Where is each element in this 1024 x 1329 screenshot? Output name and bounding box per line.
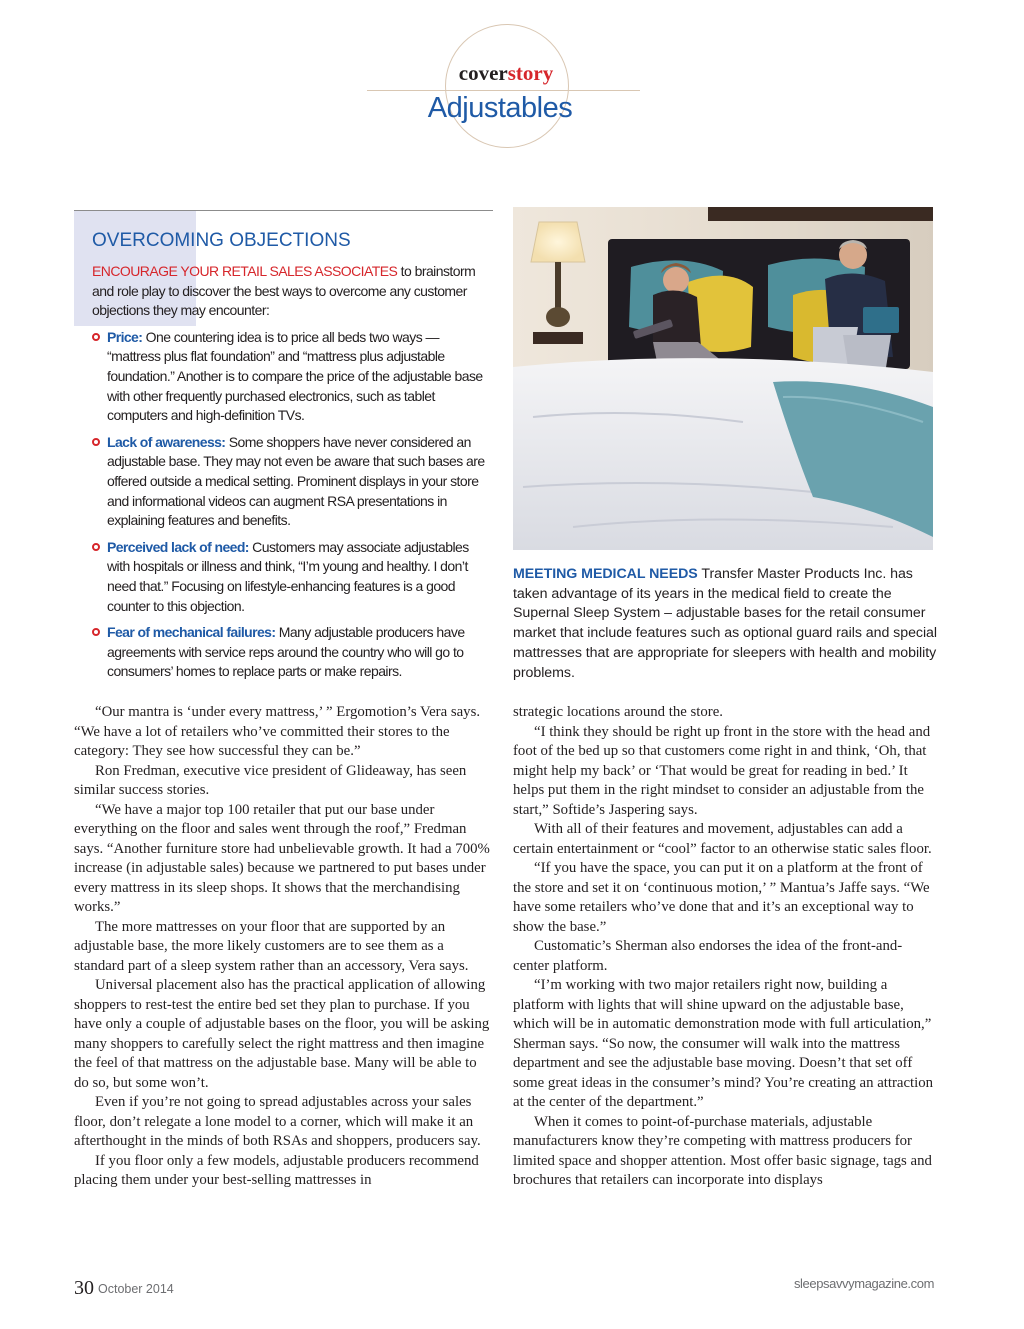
article-paragraph: Customatic’s Sherman also endorses the idea of the front-and-center platform. <box>513 938 903 974</box>
article-paragraph: “We have a major top 100 retailer that put our base under everything on the floor and sales went through the roof,” Fredman says. “Another furniture store had unbelievable growth. It had a 700% increase (in adjustable sales) because we partnered to put bases under every mattress in its sleep shops. It shows that the merchandising works.” <box>74 801 490 915</box>
photo-caption <box>513 565 938 683</box>
bullet-label: Lack of awareness: <box>107 433 226 450</box>
bullet-text: Customers may associate adjustables with hospitals or illness and think, “I’m young and healthy. I don’t need that.” Focusing on lifestyle-enhancing features is a good counter to this objection. <box>107 538 469 614</box>
article-paragraph: “If you have the space, you can put it on a platform at the front of the store and set it on ‘continuous motion,’ ” Mantua’s Jaffe says. “We have some retailers who’ve done that and it’s an exceptional way to show the base.” <box>513 860 930 935</box>
sidebar-intro-lead: ENCOURAGE YOUR RETAIL SALES ASSOCIATES <box>92 263 398 279</box>
section-label <box>0 60 1012 86</box>
bullet-text: One countering idea is to price all beds two ways — “mattress plus flat foundation” and “mattress plus adjustable foundation.” Another is to compare the price of the adjustable base with other frequently purchased electronics, such as tablet computers and high-definition TVs. <box>107 328 483 424</box>
page-header <box>0 0 1024 160</box>
caption-text: Transfer Master Products Inc. has taken advantage of its years in the medical field to create the Supernal Sleep System – adjustable bases for the retail consumer market that include features such as optional guard rails and special mattresses that are appropriate for sleepers with health and mobility problems. <box>513 566 937 681</box>
article-paragraph: “I think they should be right up front in the store with the head and foot of the bed up so that customers come right in and think, ‘Oh, that might help my back’ or ‘That would be great for reading in bed.’ It helps put them in the right mindset to consider an adjustable from the start,” Softide’s Jaspering says. <box>513 723 931 818</box>
circle-bullet-icon <box>92 628 100 636</box>
circle-bullet-icon <box>92 333 100 341</box>
page-number: 30 <box>74 1277 94 1299</box>
bullet-text: Many adjustable producers have agreements with service reps around the country who will go to consumers’ homes to replace parts or make repairs. <box>107 624 465 680</box>
sidebar-box <box>74 210 494 680</box>
section-label-word2: story <box>507 61 554 85</box>
article-paragraph: Universal placement also has the practical application of allowing shoppers to rest-test the entire bed set they plan to purchase. If you have only a couple of adjustable bases on the floor, you will be asking many shoppers to carefully select the right mattress and then imagine the feel of that mattress on the adjustable base. Many will be able to do so, but some won’t. <box>74 977 490 1091</box>
article-paragraph: When it comes to point-of-purchase materials, adjustable manufacturers know they’re competing with mattress producers for limited space and shopper attention. Most offer basic signage, tags and brochures that retailers can incorporate into displays <box>513 1113 932 1188</box>
sidebar-intro-text: to brainstorm and role play to discover the best ways to overcome any customer objections they may encounter: <box>92 263 476 319</box>
caption-lead: MEETING MEDICAL NEEDS <box>513 566 698 582</box>
sidebar-title: OVERCOMING OBJECTIONS <box>92 230 351 251</box>
issue-date: October 2014 <box>98 1282 174 1296</box>
article-paragraph: Even if you’re not going to spread adjustables across your sales floor, don’t relegate a lone model to a corner, which will make it an afterthought in the minds of both RSAs and shoppers, producers say. <box>74 1094 481 1149</box>
bedroom-photo <box>513 207 933 550</box>
circle-bullet-icon <box>92 438 100 446</box>
article-paragraph: “Our mantra is ‘under every mattress,’ ” Ergomotion’s Vera says. “We have a lot of retailers who’ve committed their stores to the category: They see how successful they can be.” <box>74 704 481 759</box>
sidebar-bullet-price <box>92 328 494 426</box>
article-paragraph: The more mattresses on your floor that are supported by an adjustable base, the more likely customers are to see them as a standard part of a sleep system rather than an accessory, Vera says. <box>74 918 469 974</box>
sidebar-content <box>92 230 494 682</box>
website-link[interactable]: sleepsavvymagazine.com <box>793 1276 934 1291</box>
sidebar-intro <box>92 262 494 321</box>
bullet-label: Price: <box>107 328 143 345</box>
bullet-text: Some shoppers have never considered an adjustable base. They may not even be aware that such bases are offered outside a medical setting. Prominent displays in your store and informational videos can augment RSA presentations in explaining features and benefits. <box>107 433 485 529</box>
section-title: Adjustables <box>427 92 573 124</box>
article-paragraph: “I’m working with two major retailers right now, building a platform with lights that will shine upward on the adjustable base, which will be in automatic demonstration mode with full articulation,” Sherman says. “So now, the consumer will walk into the mattress department and see the adjustable base moving. Doesn’t that set off some great ideas in the consumer’s mind? You’re creating an attraction at the center of the department.” <box>513 977 934 1110</box>
circle-bullet-icon <box>92 543 100 551</box>
article-paragraph: Ron Fredman, executive vice president of Glideaway, has seen similar success stories. <box>74 762 467 798</box>
bullet-label: Perceived lack of need: <box>107 538 249 555</box>
section-label-word1: cover <box>458 61 508 85</box>
header-circle-ornament <box>445 24 569 148</box>
article-paragraph: strategic locations around the store. <box>513 704 723 720</box>
sidebar-bullet-mechanical <box>92 623 494 682</box>
sidebar-bullet-awareness <box>92 433 494 531</box>
article-column-right <box>513 703 934 1243</box>
bullet-label: Fear of mechanical failures: <box>107 624 276 641</box>
article-paragraph: With all of their features and movement, adjustables can add a certain entertainment or “cool” factor to an otherwise static sales floor. <box>513 821 932 857</box>
couple-reading-photo-icon <box>513 207 933 550</box>
sidebar-bullet-need <box>92 538 494 616</box>
article-column-left <box>74 703 492 1243</box>
article-paragraph: If you floor only a few models, adjustable producers recommend placing them under your best-selling mattresses in <box>74 1152 479 1188</box>
